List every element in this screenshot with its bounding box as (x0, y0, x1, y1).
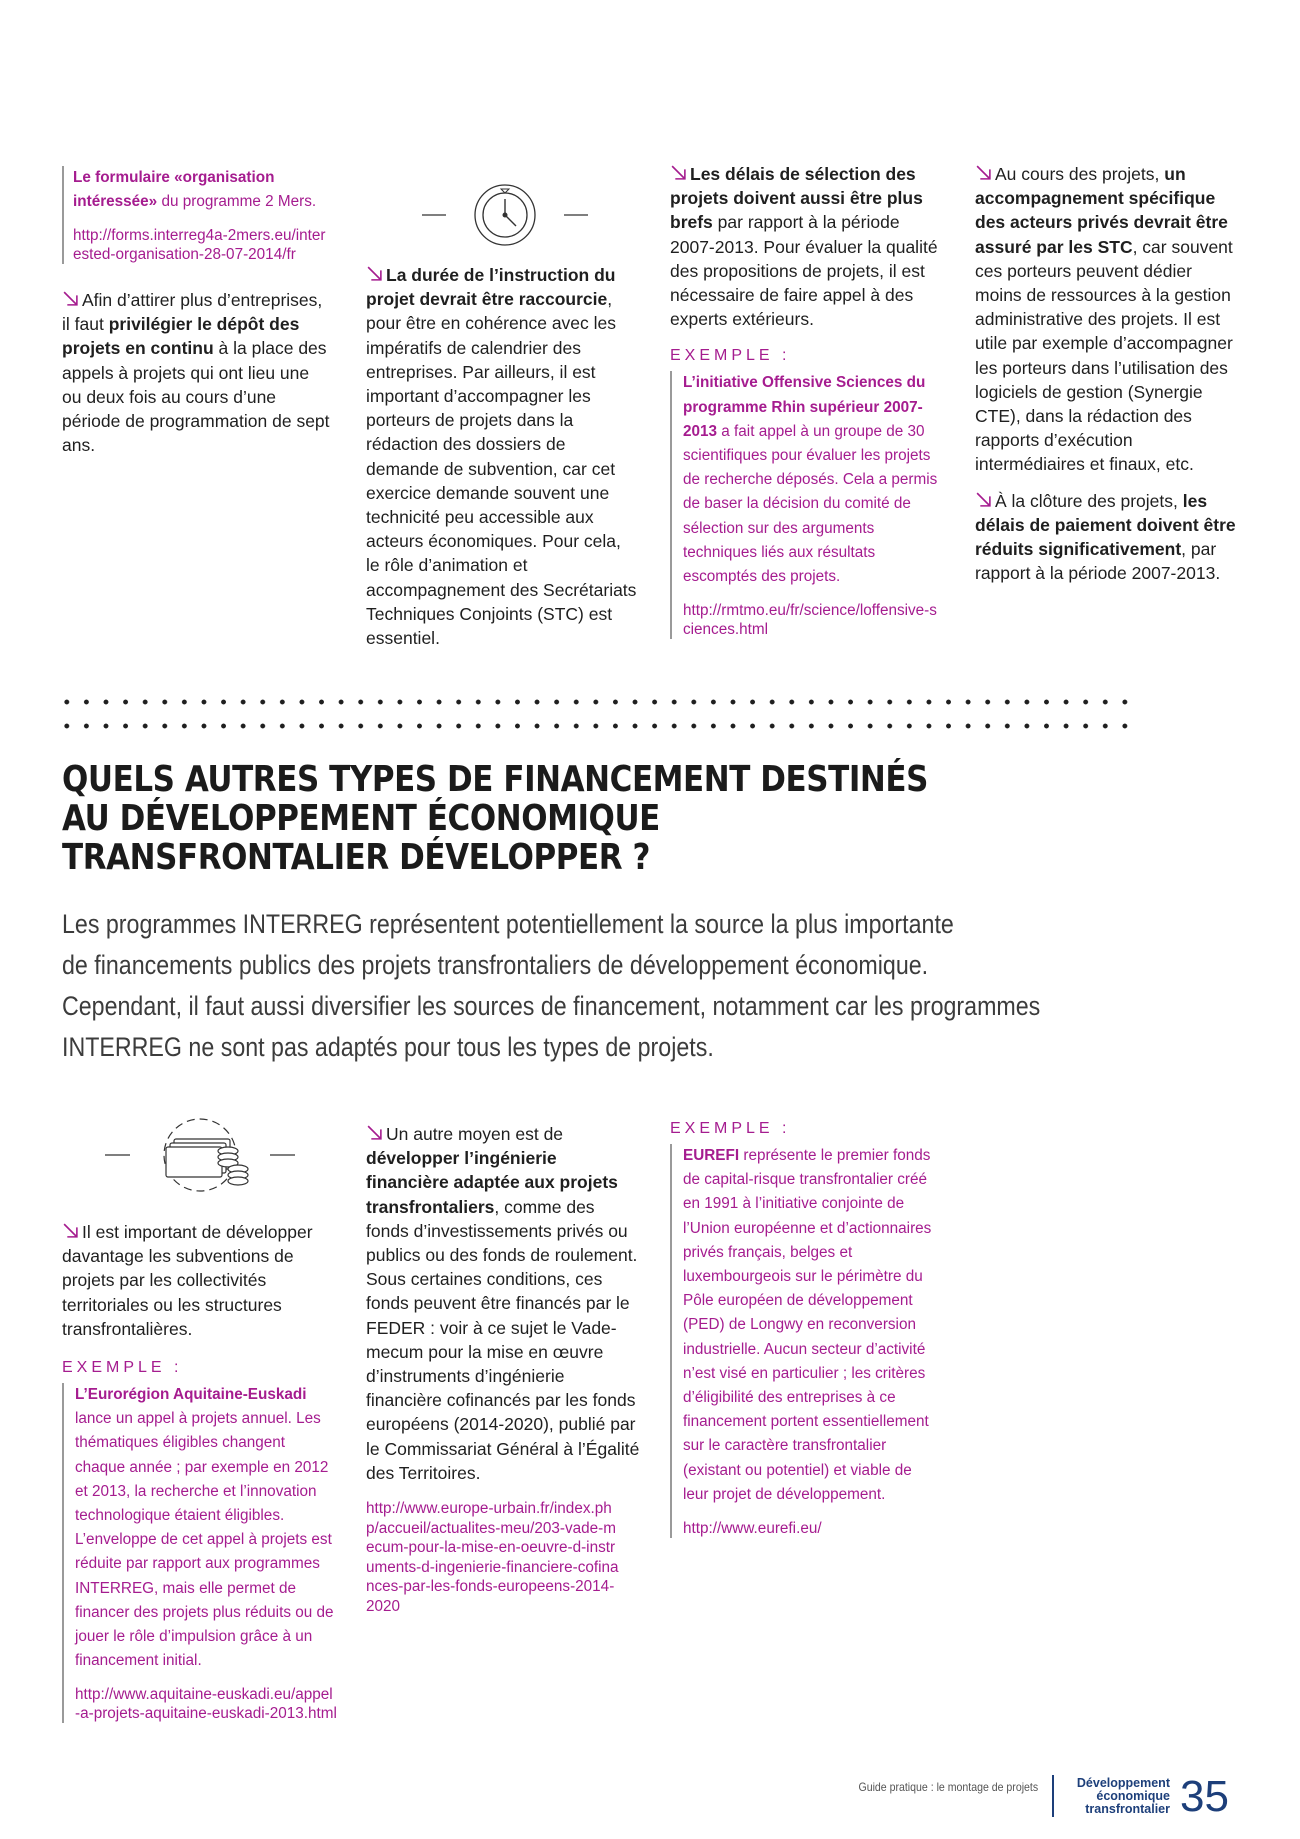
euroregion-box (62, 1383, 337, 1723)
eurefi-link[interactable]: http://www.eurefi.eu/ (683, 1520, 822, 1538)
eurefi-box-text: représente le premier fonds de capital-risque transfrontalier créé en 1991 à l’initiative conjointe de l’Union européenne et d’actionnaires privés français, belges et luxembourgeois sur le périmètre du Pôle européen de développement (PED) de Longwy en reconversion industrielle. Aucun secteur d’activité n’est visé en particulier ; les critères d’éligibilité des entreprises à ce financement portent essentiellement sur le caractère transfrontalier (existant ou potentiel) et viable de leur projet de développement. (683, 1147, 932, 1503)
vade-mecum-link[interactable]: http://www.europe-urbain.fr/index.php/accueil/actualites-meu/203-vade-mecum-pour-la-mise-en-oeuvre-d-instruments-d-ingenierie-financiere-cofinances-par-les-fonds-europeens-2014-2020 (366, 1500, 619, 1615)
col2-bottom-paragraph (366, 1122, 641, 1485)
arrow-down-right-icon (975, 164, 992, 181)
col2-top-text-c: , pour être en cohérence avec les impératifs de calendrier des entreprises. Par ailleurs, il est important d’accompagner les porteurs de projets dans la rédaction des dossiers de demande de subvention, car cet exercice demande souvent une technicité peu accessible aux acteurs économiques. Pour cela, le rôle d’animation et accompagnement des Secrétariats Techniques Conjoints (STC) est essentiel. (366, 289, 637, 649)
formulaire-link[interactable]: http://forms.interreg4a-2mers.eu/interested-organisation-28-07-2014/fr (73, 227, 326, 263)
footer-section-line-1: Développement (1076, 1776, 1170, 1790)
col2-top (366, 263, 638, 650)
col4-top-p1-c: , car souvent ces porteurs peuvent dédier moins de ressources à la gestion administrative des projets. Il est utile par exemple d’accompagner les porteurs dans l’utilisation des logiciels de gestion (Synergie CTE), dans la rédaction des rapports d’exécution intermédiaires et finaux, etc. (975, 236, 1233, 475)
col4-top-p2-a: À la clôture des projets, (995, 490, 1183, 511)
col2-bottom-text-bold: développer l’ingénierie financière adaptée aux projets transfrontaliers (366, 1148, 618, 1217)
col4-top-p2-bold: les délais de paiement doivent être réduits significativement (975, 490, 1236, 560)
col1-top (62, 166, 332, 457)
col4-top-p1-bold: un accompagnement spécifique des acteurs privés devrait être assuré par les STC (975, 164, 1228, 257)
eurefi-box (670, 1144, 941, 1538)
section-intro-line-2: de financements publics des projets transfrontaliers de développement économique. (62, 950, 929, 980)
clock-icon (420, 180, 590, 250)
euroregion-box-text: lance un appel à projets annuel. Les thématiques éligibles changent chaque année ; par exemple en 2012 et 2013, la recherche et l’innovation technologique étaient éligibles. L’enveloppe de cet appel à projets est réduite par rapport aux programmes INTERREG, mais elle permet de financer des projets plus réduits ou de jouer le rôle d’impulsion grâce à un financement initial. (75, 1410, 334, 1670)
coins-money-icon (100, 1115, 300, 1195)
formulaire-box-text: du programme 2 Mers. (157, 193, 317, 210)
footer-section-name (1077, 1777, 1170, 1816)
arrow-down-right-icon (670, 164, 687, 181)
col3-top-text-c: par rapport à la période 2007-2013. Pour évaluer la qualité des propositions de projets, il est nécessaire de faire appel à des experts extérieurs. (670, 212, 938, 330)
col3-top (670, 162, 940, 639)
offensive-sciences-box-text: a fait appel à un groupe de 30 scientifiques pour évaluer les projets de recherche déposés. Cela a permis de baser la décision du comité de sélection sur des arguments techniques liés aux résultats escomptés des projets. (683, 422, 938, 586)
formulaire-box-title: Le formulaire «organisation intéressée» (73, 169, 275, 210)
col4-top (975, 162, 1240, 585)
clock-graphic (420, 180, 590, 250)
footer-divider (1052, 1775, 1054, 1817)
offensive-sciences-box (670, 371, 941, 639)
euroregion-box-title: L’Eurorégion Aquitaine-Euskadi (75, 1386, 307, 1404)
offensive-sciences-link[interactable]: http://rmtmo.eu/fr/science/loffensive-sciences.html (683, 602, 937, 639)
section-title-line-1: QUELS AUTRES TYPES DE FINANCEMENT DESTINÉS (62, 759, 928, 800)
euroregion-link[interactable]: http://www.aquitaine-euskadi.eu/appel-a-projets-aquitaine-euskadi-2013.html (75, 1686, 337, 1723)
section-title (62, 760, 1069, 877)
arrow-down-right-icon (62, 1222, 79, 1239)
col1-top-text-a: Afin d’attirer plus d’entreprises, il faut (62, 290, 323, 335)
dotted-separator-2 (57, 721, 1135, 731)
col1-top-paragraph (62, 288, 332, 457)
arrow-down-right-icon (975, 491, 992, 508)
dotted-separator-1 (57, 697, 1135, 707)
col1-bottom (62, 1220, 340, 1723)
section-intro-line-3: Cependant, il faut aussi diversifier les sources de financement, notamment car les programmes (62, 991, 1041, 1021)
col2-top-text-bold: La durée de l’instruction du projet devrait être raccourcie (366, 265, 616, 310)
arrow-down-right-icon (62, 290, 79, 307)
section-title-line-3: TRANSFRONTALIER DÉVELOPPER ? (62, 837, 651, 878)
money-graphic (100, 1115, 300, 1195)
example-label: EXEMPLE : (670, 347, 791, 365)
page-number: 35 (1180, 1772, 1229, 1821)
arrow-down-right-icon (366, 1124, 383, 1141)
col4-top-p1-a: Au cours des projets, (995, 164, 1165, 184)
col2-bottom (366, 1122, 641, 1616)
section-intro-line-4: INTERREG ne sont pas adaptés pour tous les types de projets. (62, 1032, 714, 1062)
footer-section-line-2: économique (1096, 1789, 1170, 1803)
section-intro-line-1: Les programmes INTERREG représentent potentiellement la source la plus importante (62, 909, 954, 939)
section-intro (62, 904, 1200, 1068)
footer-guide-title: Guide pratique : le montage de projets (858, 1780, 1038, 1794)
footer-section-line-3: transfrontalier (1085, 1802, 1170, 1816)
col2-bottom-text-c: , comme des fonds d’investissements privés ou publics ou des fonds de roulement. Sous certaines conditions, ces fonds peuvent être financés par le FEDER : voir à ce sujet le Vade-mecum pour la mise en œuvre d’instruments d’ingénierie financière cofinancés par les fonds européens (2014-2020), publié par le Commissariat Général à l’Égalité des Territoires. (366, 1196, 640, 1483)
example-label: EXEMPLE : (670, 1120, 791, 1137)
col3-top-paragraph (670, 162, 940, 331)
col1-bottom-text: Il est important de développer davantage les subventions de projets par les collectivités territoriales ou les structures transfrontalières. (62, 1222, 313, 1339)
col3-bottom (670, 1120, 940, 1538)
eurefi-box-title: EUREFI (683, 1147, 740, 1164)
col1-bottom-paragraph (62, 1220, 340, 1341)
col3-top-text-bold: Les délais de sélection des projets doivent aussi être plus brefs (670, 164, 923, 233)
col2-bottom-text-a: Un autre moyen est de (386, 1124, 564, 1144)
col4-top-p2-c: , par rapport à la période 2007-2013. (975, 539, 1221, 584)
col1-top-text-bold: privilégier le dépôt des projets en continu (62, 314, 300, 359)
col1-top-text-c: à la place des appels à projets qui ont lieu une ou deux fois au cours d’une période de programmation de sept ans. (62, 338, 330, 456)
section-title-line-2: AU DÉVELOPPEMENT ÉCONOMIQUE (62, 798, 660, 839)
arrow-down-right-icon (366, 265, 383, 282)
formulaire-box (62, 166, 332, 264)
offensive-sciences-box-title: L’initiative Offensive Sciences du programme Rhin supérieur 2007-2013 (683, 374, 926, 440)
example-label: EXEMPLE : (62, 1359, 183, 1377)
